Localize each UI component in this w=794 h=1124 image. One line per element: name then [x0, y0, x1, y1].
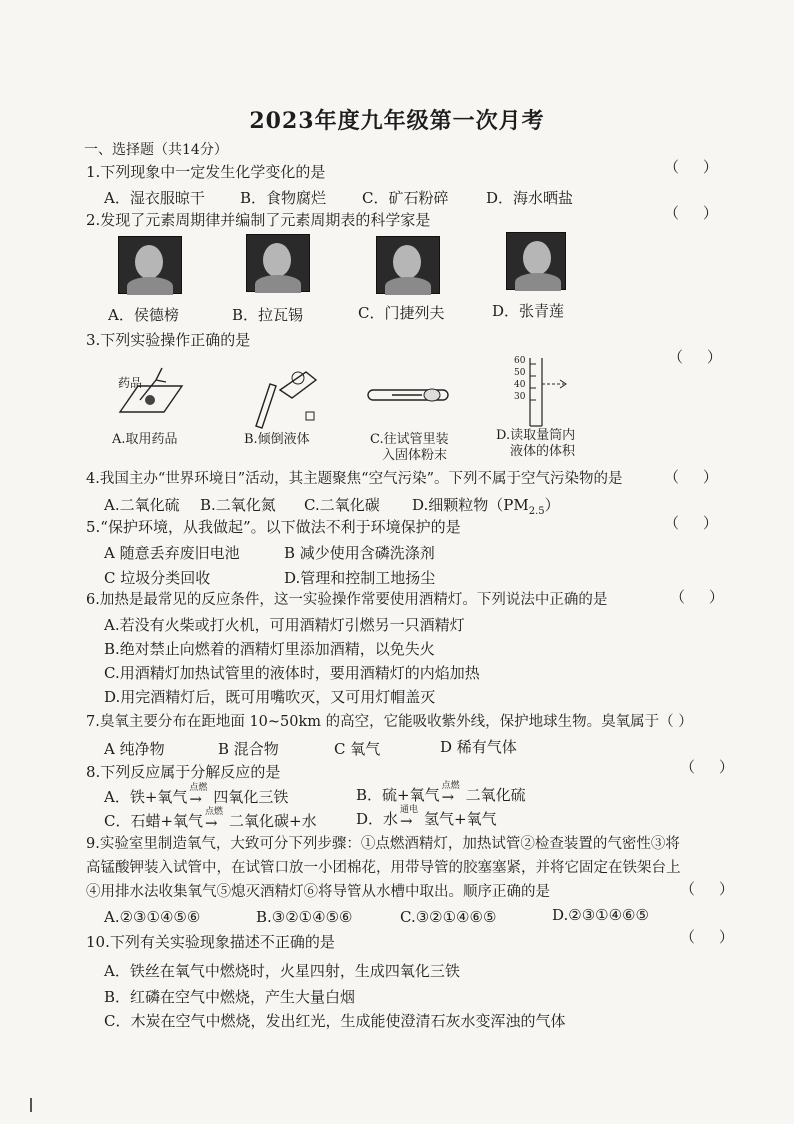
q7-option-c: C 氧气: [334, 740, 381, 758]
q1-option-b: B．食物腐烂: [240, 189, 327, 207]
q9-option-a: A.②③①④⑤⑥: [104, 908, 201, 926]
q3-option-c-line1: C.往试管里装: [370, 432, 449, 447]
answer-paren-4: （ ）: [664, 468, 718, 486]
q9-option-b: B.③②①④⑤⑥: [256, 908, 353, 926]
q9-option-c: C.③②①④⑥⑤: [400, 908, 497, 926]
scale-40: 40: [514, 380, 526, 390]
question-1-stem: 1.下列现象中一定发生化学变化的是: [86, 163, 326, 181]
q4-option-a: A.二氧化硫: [104, 496, 180, 514]
illustration-take-reagent: [110, 360, 190, 424]
q3-option-b: B.倾倒液体: [244, 432, 310, 447]
question-10-stem: 10.下列有关实验现象描述不正确的是: [86, 933, 335, 951]
portrait-hou-debang: [118, 236, 182, 294]
q1-option-c: C．矿石粉碎: [362, 189, 449, 207]
q10-option-a: A．铁丝在氧气中燃烧时，火星四射，生成四氧化三铁: [104, 962, 460, 980]
q6-option-a: A.若没有火柴或打火机，可用酒精灯引燃另一只酒精灯: [104, 616, 465, 634]
scan-edge-mark: [30, 1098, 32, 1112]
question-9-line2: 高锰酸钾装入试管中，在试管口放一小团棉花，用带导管的胶塞塞紧，并将它固定在铁架台上: [86, 860, 681, 876]
scale-60: 60: [514, 356, 526, 366]
question-9-line3: ④用排水法收集氧气⑤熄灭酒精灯⑥将导管从水槽中取出。顺序正确的是: [86, 884, 550, 900]
q3-option-d-line1: D.读取量筒内: [496, 428, 576, 443]
q10-option-c: C．木炭在空气中燃烧，发出红光，生成能使澄清石灰水变浑浊的气体: [104, 1012, 566, 1030]
q6-option-d: D.用完酒精灯后，既可用嘴吹灭，又可用灯帽盖灭: [104, 688, 436, 706]
q4-option-b: B.二氧化氮: [200, 496, 276, 514]
q8-option-a: A．铁+氧气 点燃 → 四氧化三铁: [104, 783, 289, 808]
q8-option-d: D．水 通电 → 氢气+氧气: [356, 805, 497, 830]
section-heading: 一、选择题（共14分）: [84, 142, 228, 158]
answer-paren-3: （ ）: [668, 348, 722, 366]
question-7-stem: 7.臭氧主要分布在距地面 10~50km 的高空，它能吸收紫外线，保护地球生物。臭氧属于（ ）: [86, 714, 693, 730]
q4-option-c: C.二氧化碳: [304, 496, 380, 514]
q5-option-a: A 随意丢弃废旧电池: [104, 544, 240, 562]
q7-option-b: B 混合物: [218, 740, 279, 758]
question-3-stem: 3.下列实验操作正确的是: [86, 331, 251, 349]
page-title: 2023年度九年级第一次月考: [249, 108, 545, 134]
portrait-lavoisier: [246, 234, 310, 292]
portrait-mendeleev: [376, 236, 440, 294]
q6-option-b: B.绝对禁止向燃着的酒精灯里添加酒精，以免失火: [104, 640, 435, 658]
answer-paren-10: （ ）: [680, 928, 734, 946]
answer-paren-6: （ ）: [670, 588, 724, 606]
q2-option-c: C．门捷列夫: [358, 304, 445, 322]
q2-option-d: D．张青莲: [492, 302, 565, 320]
q6-option-c: C.用酒精灯加热试管里的液体时，要用酒精灯的内焰加热: [104, 664, 480, 682]
q1-option-d: D．海水晒盐: [486, 189, 574, 207]
answer-paren-2: （ ）: [664, 204, 718, 222]
q9-option-d: D.②③①④⑥⑤: [552, 906, 649, 924]
q1-option-a: A．湿衣服晾干: [104, 189, 205, 207]
q5-option-d: D.管理和控制工地扬尘: [284, 569, 436, 587]
illustration-add-powder: [362, 380, 462, 410]
answer-paren-5: （ ）: [664, 514, 718, 532]
portrait-zhang-qinglian: [506, 232, 566, 290]
answer-paren-1: （ ）: [664, 158, 718, 176]
q3-option-c-line2: 入固体粉末: [382, 448, 448, 463]
q5-option-b: B 减少使用含磷洗涤剂: [284, 544, 435, 562]
answer-paren-9: （ ）: [680, 880, 734, 898]
answer-paren-8: （ ）: [680, 758, 734, 776]
q10-option-b: B．红磷在空气中燃烧，产生大量白烟: [104, 988, 356, 1006]
question-6-stem: 6.加热是最常见的反应条件，这一实验操作常要使用酒精灯。下列说法中正确的是: [86, 592, 608, 608]
illustration-pour-liquid: [236, 360, 326, 430]
q8-option-b: B．硫+氧气 点燃 → 二氧化硫: [356, 781, 526, 806]
question-9-line1: 9.实验室里制造氧气，大致可分下列步骤：①点燃酒精灯，加热试管②检查装置的气密性③将: [86, 836, 680, 852]
reagent-label: 药品: [118, 376, 143, 390]
question-4-stem: 4.我国主办“世界环境日”活动，其主题聚焦“空气污染”。下列不属于空气污染物的是: [86, 471, 623, 487]
q4-option-d: D.细颗粒物$(PM_{2.5})$: [412, 496, 560, 517]
q2-option-b: B．拉瓦锡: [232, 306, 304, 324]
q8-option-c: C．石蜡+氧气 点燃 → 二氧化碳+水: [104, 807, 317, 832]
question-2-stem: 2.发现了元素周期律并编制了元素周期表的科学家是: [86, 211, 431, 229]
q3-option-d-line2: 液体的体积: [510, 444, 576, 459]
scale-50: 50: [514, 368, 526, 378]
q2-option-a: A．侯德榜: [108, 306, 179, 324]
q7-option-a: A 纯净物: [104, 740, 165, 758]
question-5-stem: 5.“保护环境，从我做起”。以下做法不利于环境保护的是: [86, 518, 461, 536]
question-8-stem: 8.下列反应属于分解反应的是: [86, 763, 281, 781]
q3-option-a: A.取用药品: [112, 432, 178, 447]
scale-30: 30: [514, 392, 526, 402]
q5-option-c: C 垃圾分类回收: [104, 569, 211, 587]
q7-option-d: D 稀有气体: [440, 738, 517, 756]
